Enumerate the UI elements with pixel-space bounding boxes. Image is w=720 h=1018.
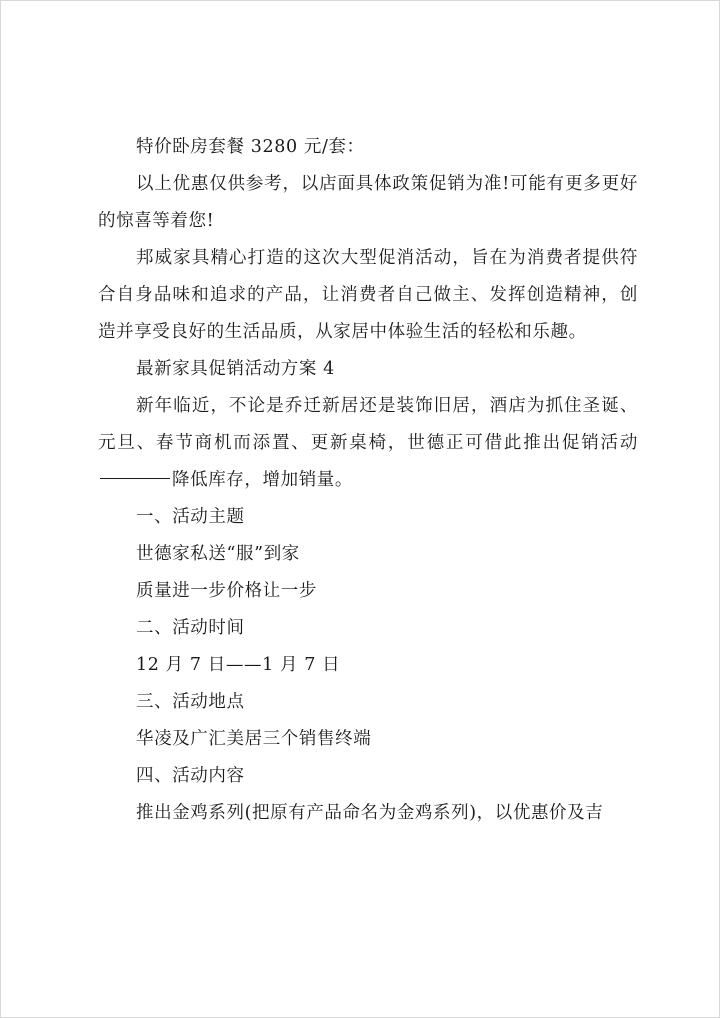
activity-location-value: 华凌及广汇美居三个销售终端	[136, 729, 372, 749]
theme-line-2: 质量进一步价格让一步	[136, 581, 317, 601]
paragraph-brand-intro: 邦威家具精心打造的这次大型促消活动，旨在为消费者提供符合自身品味和追求的产品，让消费者自己做主、发挥创造精神，创造并享受良好的生活品质，从家居中体验生活的轻松和乐趣。	[98, 248, 638, 342]
intro-text-after-blank: 降低库存，增加销量。	[172, 470, 353, 490]
intro-text-before-blank: 新年临近，不论是乔迁新居还是装饰旧居，酒店为抓住圣诞、元旦、春节商机而添置、更新桌椅，世德正可借此推出促销活动	[98, 396, 638, 453]
document-body	[98, 129, 638, 832]
heading-activity-location: 三、活动地点	[136, 692, 245, 712]
theme-line-1: 世德家私送“服”到家	[136, 544, 300, 564]
section-heading-plan-4: 最新家具促销活动方案 4	[136, 359, 335, 379]
fill-in-blank	[100, 477, 170, 479]
paragraph-new-year-intro	[98, 388, 638, 499]
heading-activity-time: 二、活动时间	[136, 618, 245, 638]
activity-content-text: 推出金鸡系列(把原有产品命名为金鸡系列)，以优惠价及吉	[136, 803, 604, 823]
heading-activity-theme: 一、活动主题	[136, 507, 245, 527]
heading-activity-content: 四、活动内容	[136, 766, 245, 786]
paragraph-disclaimer: 以上优惠仅供参考，以店面具体政策促销为准!可能有更多更好的惊喜等着您!	[98, 174, 638, 231]
activity-time-value: 12 月 7 日——1 月 7 日	[136, 655, 341, 675]
paragraph-bedroom-package: 特价卧房套餐 3280 元/套：	[136, 137, 365, 157]
